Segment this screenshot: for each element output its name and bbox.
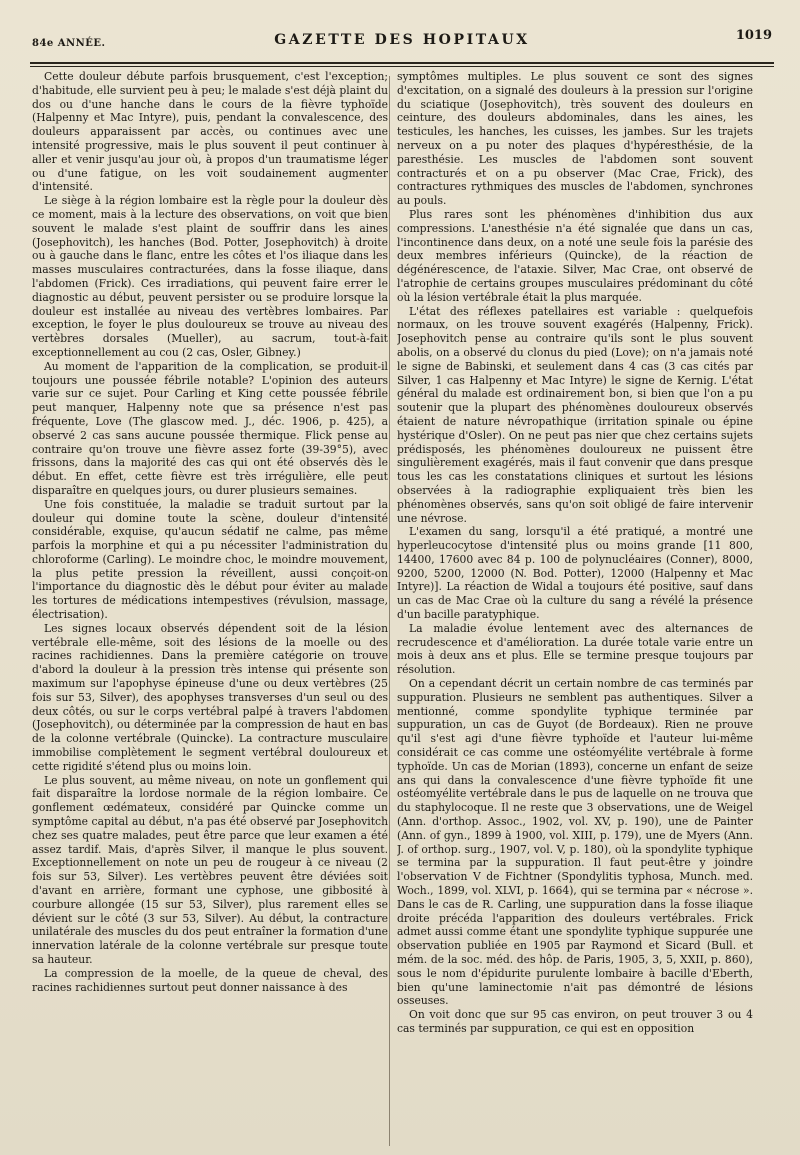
paragraph: Les signes locaux observés dépendent soit de la lésion vertébrale elle-même, soit des lésions de la moelle ou des racines rachidiennes. Dans la première catégorie on trouve d'abord la douleur à la pression très intense qui présente son maximum sur l'apophyse épineuse d'une ou deux vertèbres (25 fois sur 53, Silver), des apophyses transverses d'un seul ou des deux côtés, ou sur le corps vertébral palpé à travers l'abdomen (Josephovitch), ou déterminée par la compression de haut en bas de la colonne vertébrale (Quincke). La contracture musculaire immobilise complètement le segment vertébral douloureux et cette rigidité s'étend plus ou moins loin.: [32, 621, 388, 773]
left-column: [32, 70, 388, 1150]
paragraph: On a cependant décrit un certain nombre de cas terminés par suppuration. Plusieurs ne semblent pas authentiques. Silver a mentionné, comme spondylite typhique terminée par suppuration, un cas de Guyot (de Bordeaux). Rien ne prouve qu'il s'est agi d'une fièvre typhoïde et l'auteur lui-même considérait ce cas comme une ostéomyélite vertébrale à forme typhoïde. Un cas de Morian (1893), concerne un enfant de seize ans qui dans la convalescence d'une fièvre typhoïde fit une ostéomyélite vertébrale dans le pus de laquelle on ne trouva que du staphylocoque. Il ne reste que 3 observations, une de Weigel (Ann. d'orthop. Assoc., 1902, vol. XV, p. 190), une de Painter (Ann. of gyn., 1899 à 1900, vol. XIII, p. 179), une de Myers (Ann. J. of orthop. surg., 1907, vol. V, p. 180), où la spondylite typhique se termina par la suppuration. Il faut peut-être y joindre l'observation V de Fichtner (Spondylitis typhosa, Munch. med. Woch., 1899, vol. XLVI, p. 1664), qui se termina par « nécrose ». Dans le cas de R. Carling, une suppuration dans la fosse iliaque droite précéda l'apparition des douleurs vertébrales. Frick admet aussi comme étant une spondylite typhique suppurée une observation publiée en 1905 par Raymond et Sicard (Bull. et mém. de la soc. méd. des hôp. de Paris, 1905, 3, 5, XXII, p. 860), sous le nom d'épidurite purulente lombaire à bacille d'Eberth, bien qu'une laminectomie n'ait pas démontré de lésions osseuses.: [397, 677, 753, 1008]
right-column: [397, 70, 753, 1150]
paragraph: La maladie évolue lentement avec des alternances de recrudescence et d'amélioration. La durée totale varie entre un mois à deux ans et plus. Elle se termine presque toujours par résolution.: [397, 621, 753, 677]
paragraph: symptômes multiples. Le plus souvent ce sont des signes d'excitation, on a signalé des douleurs à la pression sur l'origine du sciatique (Josephovitch), très souvent des douleurs en ceinture, des douleurs abdominales, dans les aines, les testicules, les hanches, les cuisses, les jambes. Sur les trajets nerveux on a pu noter des plaques d'hypéresthésie, de la paresthésie. Les muscles de l'abdomen sont souvent contracturés et on a pu observer (Mac Crae, Frick), des contractures rythmiques des muscles de l'abdomen, synchrones au pouls.: [397, 70, 753, 208]
paragraph: Le plus souvent, au même niveau, on note un gonflement qui fait disparaître la lordose normale de la région lombaire. Ce gonflement œdémateux, considéré par Quincke comme un symptôme capital au début, n'a pas été observé par Josephovitch chez ses quatre malades, peut être parce que leur examen a été assez tardif. Mais, d'après Silver, il manque le plus souvent. Exceptionnellement on note un peu de rougeur à ce niveau (2 fois sur 53, Silver). Les vertèbres peuvent être déviées soit d'avant en arrière, formant une cyphose, une gibbosité à courbure allongée (15 sur 53, Silver), plus rarement elles se dévient sur le côté (3 sur 53, Silver). Au début, la contracture unilatérale des muscles du dos peut entraîner la formation d'une innervation latérale de la colonne vertébrale sur presque toute sa hauteur.: [32, 773, 388, 966]
paragraph: Cette douleur débute parfois brusquement, c'est l'exception; d'habitude, elle survient peu à peu; le malade s'est déjà plaint du dos ou d'une hanche dans le cours de la fièvre typhoïde (Halpenny et Mac Intyre), puis, pendant la convalescence, des douleurs apparaissent par accès, ou continues avec une intensité progressive, mais le plus souvent il peut continuer à aller et venir jusqu'au jour où, à propos d'un traumatisme léger ou d'une fatigue, on les voit soudainement augmenter d'intensité.: [32, 70, 388, 194]
header-rule-thick: [30, 62, 774, 64]
paragraph: Une fois constituée, la maladie se traduit surtout par la douleur qui domine toute la scène, douleur d'intensité considérable, exquise, qu'aucun sédatif ne calme, pas même parfois la morphine et qui a pu nécessiter l'administration du chloroforme (Carling). Le moindre choc, le moindre mouvement, la plus petite pression la réveillent, aussi conçoit-on l'importance du diagnostic dès le début pour éviter au malade les tortures de médications intempestives (révulsion, massage, électrisation).: [32, 497, 388, 622]
paragraph: L'état des réflexes patellaires est variable : quelquefois normaux, on les trouve souvent exagérés (Halpenny, Frick). Josephovitch pense au contraire qu'ils sont le plus souvent abolis, on a observé du clonus du pied (Love); on n'a jamais noté le signe de Babinski, et seulement dans 4 cas (3 cas cités par Silver, 1 cas Halpenny et Mac Intyre) le signe de Kernig. L'état général du malade est ordinairement bon, si bien que l'on a pu soutenir que la plupart des phénomènes douloureux observés étaient de nature névropathique (irritation spinale ou épine hystérique d'Osler). On ne peut pas nier que chez certains sujets prédisposés, les phénomènes douloureux ne puissent être singulièrement exagérés, mais il faut convenir que dans presque tous les cas les constatations cliniques et surtout les lésions observées à la radiographie expliquaient très bien les phénomènes observés, sans qu'on soit obligé de faire intervenir une névrose.: [397, 304, 753, 525]
paragraph: Le siège à la région lombaire est la règle pour la douleur dès ce moment, mais à la lecture des observations, on voit que bien souvent le malade s'est plaint de souffrir dans les aines (Josephovitch), les hanches (Bod. Potter, Josephovitch) à droite ou à gauche dans le flanc, entre les côtes et l'os iliaque dans les masses musculaires contracturées, dans la fosse iliaque, dans l'abdomen (Frick). Ces irradiations, qui peuvent faire errer le diagnostic au début, peuvent persister ou se produire lorsque la douleur est installée au niveau des vertèbres lombaires. Par exception, le foyer le plus douloureux se trouve au niveau des vertèbres dorsales (Mueller), au sacrum, tout-à-fait exceptionnellement au cou (2 cas, Osler, Gibney.): [32, 194, 388, 359]
header-rule-thin: [30, 66, 774, 67]
paragraph: La compression de la moelle, de la queue de cheval, des racines rachidiennes surtout peut donner naissance à des: [32, 966, 388, 994]
journal-title: GAZETTE DES HOPITAUX: [274, 32, 530, 48]
paragraph: On voit donc que sur 95 cas environ, on peut trouver 3 ou 4 cas terminés par suppuration, ce qui est en opposition: [397, 1008, 753, 1035]
page-header: [28, 14, 776, 64]
volume-year-label: 84e ANNÉE.: [32, 38, 106, 49]
page-number: 1019: [735, 28, 772, 43]
column-divider: [389, 76, 390, 1146]
paragraph: L'examen du sang, lorsqu'il a été pratiqué, a montré une hyperleucocytose d'intensité plus ou moins grande [11 800, 14400, 17600 avec 84 p. 100 de polynucléaires (Conner), 8000, 9200, 5200, 12000 (N. Bod. Potter), 12000 (Halpenny et Mac Intyre)]. La réaction de Widal a toujours été positive, sauf dans un cas de Mac Crae où la culture du sang a révélé la présence d'un bacille paratyphique.: [397, 525, 753, 622]
paragraph: Au moment de l'apparition de la complication, se produit-il toujours une poussée fébrile notable? L'opinion des auteurs varie sur ce sujet. Pour Carling et King cette poussée fébrile peut manquer, Halpenny note que sa présence n'est pas fréquente, Love (The glascow med. J., déc. 1906, p. 425), a observé 2 cas sans aucune poussée thermique. Flick pense au contraire qu'on trouve une fièvre assez forte (39-39°5), avec frissons, dans la majorité des cas qui ont été observés dès le début. En effet, cette fièvre est très irrégulière, elle peut disparaître en quelques jours, ou durer plusieurs semaines.: [32, 359, 388, 497]
paragraph: Plus rares sont les phénomènes d'inhibition dus aux compressions. L'anesthésie n'a été signalée que dans un cas, l'incontinence dans deux, on a noté une seule fois la parésie des deux membres inférieurs (Quincke), de la réaction de dégénérescence, de l'ataxie. Silver, Mac Crae, ont observé de l'atrophie de certains groupes musculaires prédominant du côté où la lésion vertébrale était la plus marquée.: [397, 207, 753, 304]
